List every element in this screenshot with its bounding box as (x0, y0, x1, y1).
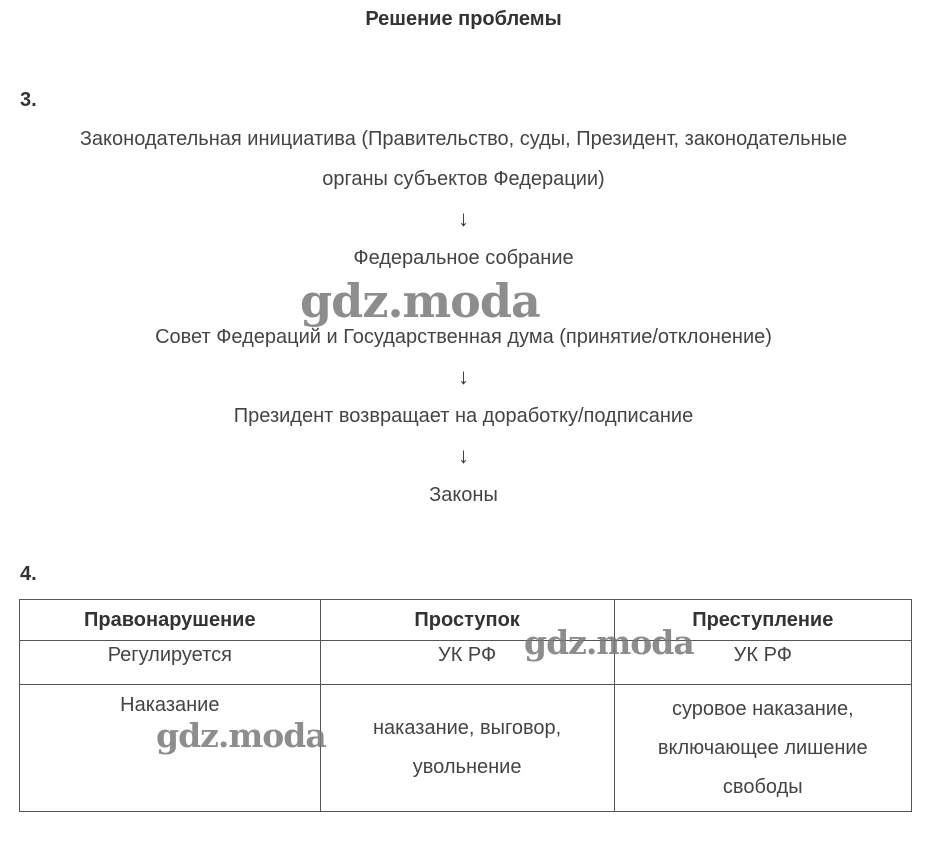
table-header: Проступок (320, 600, 614, 641)
table-cell: УК РФ (614, 641, 911, 685)
page-title: Решение проблемы (365, 8, 562, 30)
flow-step-laws: Законы (429, 483, 498, 506)
flow-step-initiative: Законодательная инициатива (Правительство, суды, Президент, законодательные (79, 128, 848, 150)
down-arrow-icon: ↓ (458, 364, 469, 389)
flow-step-federal-assembly: Федеральное собрание (353, 246, 574, 269)
table-header: Правонарушение (20, 600, 321, 641)
table-cell: суровое наказание, включающее лишение свободы (614, 685, 911, 812)
legislative-process-flow (0, 120, 927, 515)
watermark: gdz.moda (156, 716, 326, 755)
table-header-row (20, 600, 912, 641)
watermark: gdz.moda (300, 274, 540, 328)
flow-step-initiative-cont: органы субъектов Федерации) (322, 167, 605, 190)
table-header: Преступление (614, 600, 911, 641)
flow-step-chambers: Совет Федераций и Государственная дума (принятие/отклонение) (155, 325, 772, 348)
down-arrow-icon: ↓ (458, 206, 469, 231)
section-number-3: 3. (20, 89, 37, 111)
section-number-4: 4. (20, 563, 37, 585)
flow-step-president: Президент возвращает на доработку/подписание (233, 404, 694, 427)
table-cell: Регулируется (20, 641, 321, 685)
table-cell: наказание, выговор, увольнение (320, 685, 614, 812)
offense-comparison-table (19, 599, 912, 812)
watermark: gdz.moda (524, 623, 694, 662)
table-cell: УК РФ (320, 641, 614, 685)
table-cell: Наказание (20, 685, 321, 812)
table-row (20, 641, 912, 685)
table-row (20, 685, 912, 812)
down-arrow-icon: ↓ (458, 443, 469, 468)
